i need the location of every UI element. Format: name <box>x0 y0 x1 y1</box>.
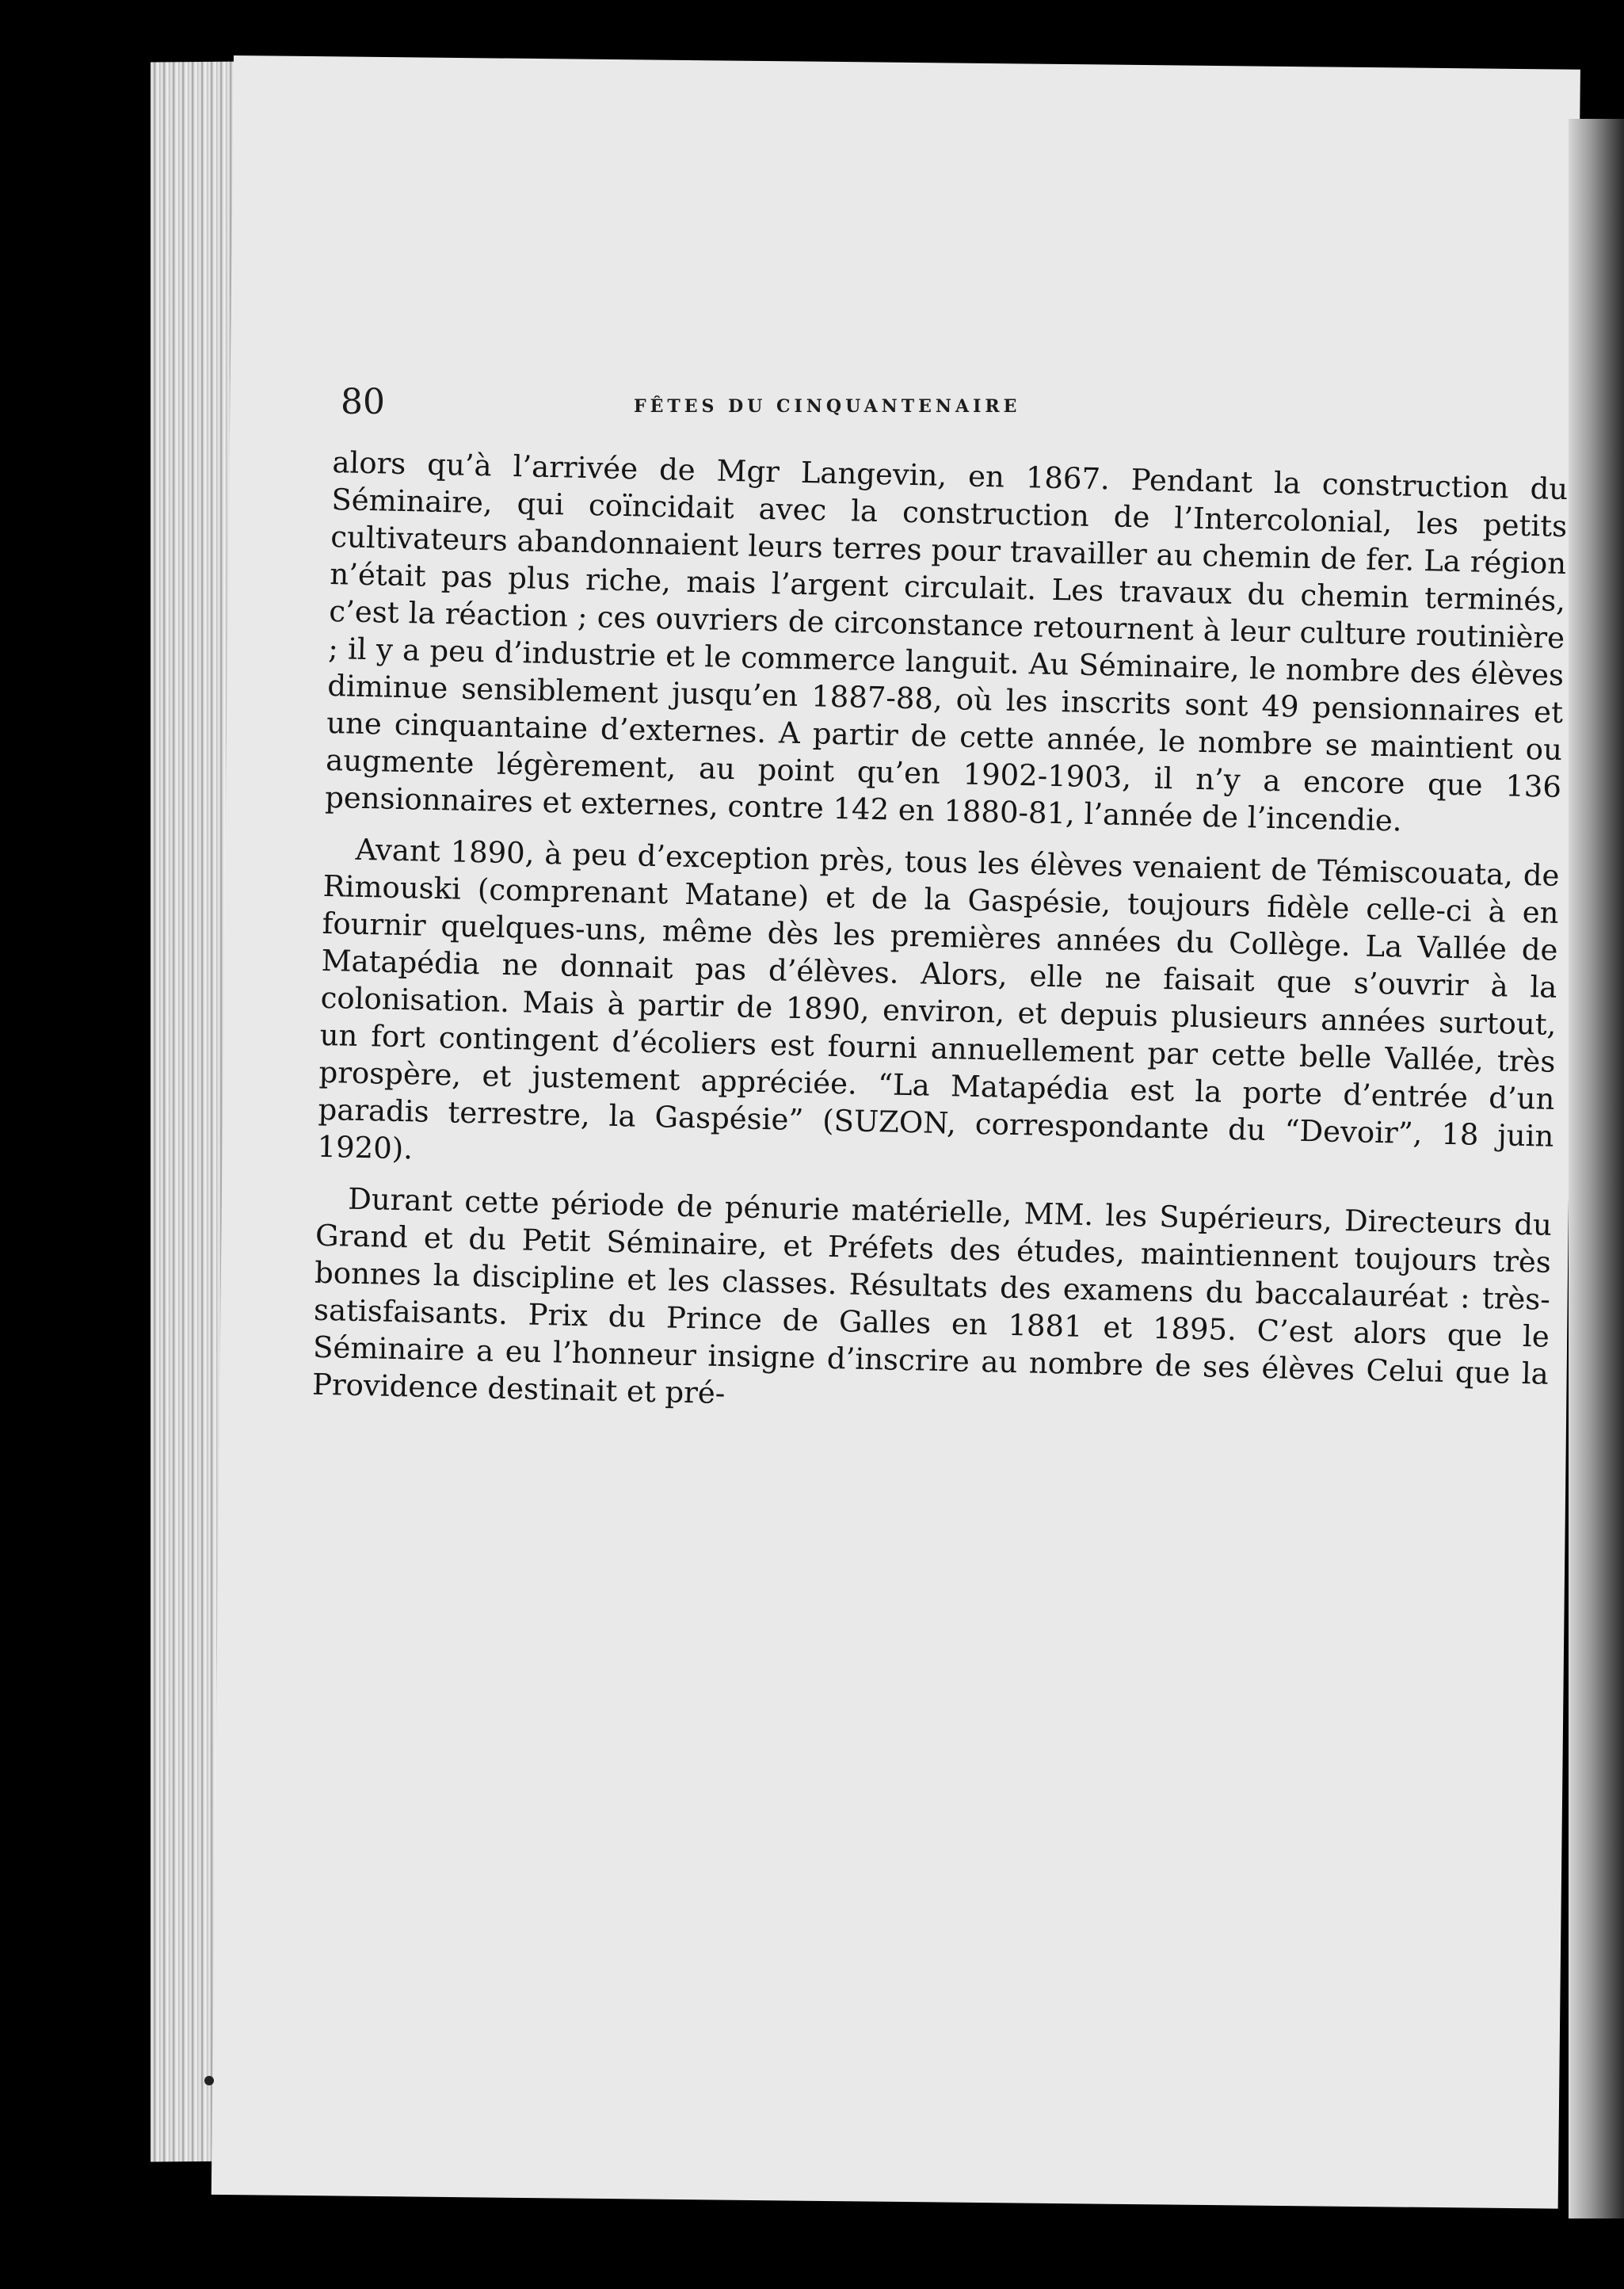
paragraph-1: alors qu’à l’arrivée de Mgr Langevin, en 1867. Pendant la construction du Séminaire, qui coïncidait avec la construction de l’Intercolonial, les petits cultivateurs abandonnaient leurs terres pour travailler au chemin de fer. La région n’était pas plus riche, mais l’argent circulait. Les travaux du chemin terminés, c’est la réaction ; ces ouvriers de circonstance retournent à leur culture routinière ; il y a peu d’industrie et le commerce languit. Au Séminaire, le nombre des élèves diminue sensiblement jusqu’en 1887-88, où les inscrits sont 49 pensionnaires et une cinquantaine d’externes. A partir de cette année, le nombre se maintient ou augmente légèrement, au point qu’en 1902-1903, il n’y a encore que 136 pensionnaires et externes, contre 142 en 1880-81, l’année de l’incendie. <box>324 444 1569 838</box>
margin-dot-mark <box>204 2076 214 2085</box>
body-text <box>311 444 1568 1444</box>
page-number: 80 <box>341 382 385 422</box>
paragraph-3: Durant cette période de pénurie matérielle, MM. les Supérieurs, Directeurs du Grand et du Petit Séminaire, et Préfets des études, maintiennent toujours très bonnes la discipline et les classes. Résultats des examens du baccalauréat : très-satisfaisants. Prix du Prince de Galles en 1881 et 1895. C’est alors que le Séminaire a eu l’honneur insigne d’inscrire au nombre de ses élèves Celui que la Providence destinait et pré- <box>311 1181 1553 1411</box>
book-right-edge <box>1569 119 1624 2218</box>
running-head-title: FÊTES DU CINQUANTENAIRE <box>634 396 1021 417</box>
paragraph-2: Avant 1890, à peu d’exception près, tous les élèves venaient de Témiscouata, de Rimouski (comprenant Matane) et de la Gaspésie, toujours fidèle celle-ci à en fournir quelques-uns, même dès les premières années du Collège. La Vallée de Matapédia ne donnait pas d’élèves. Alors, elle ne faisait que s’ouvrir à la colonisation. Mais à partir de 1890, environ, et depuis plusieurs années surtout, un fort contingent d’écoliers est fourni annuellement par cette belle Vallée, très prospère, et justement appréciée. “La Matapédia est la porte d’entrée d’un paradis terrestre, la Gaspésie” (SUZON, correspondante du “Devoir”, 18 juin 1920). <box>317 832 1560 1166</box>
